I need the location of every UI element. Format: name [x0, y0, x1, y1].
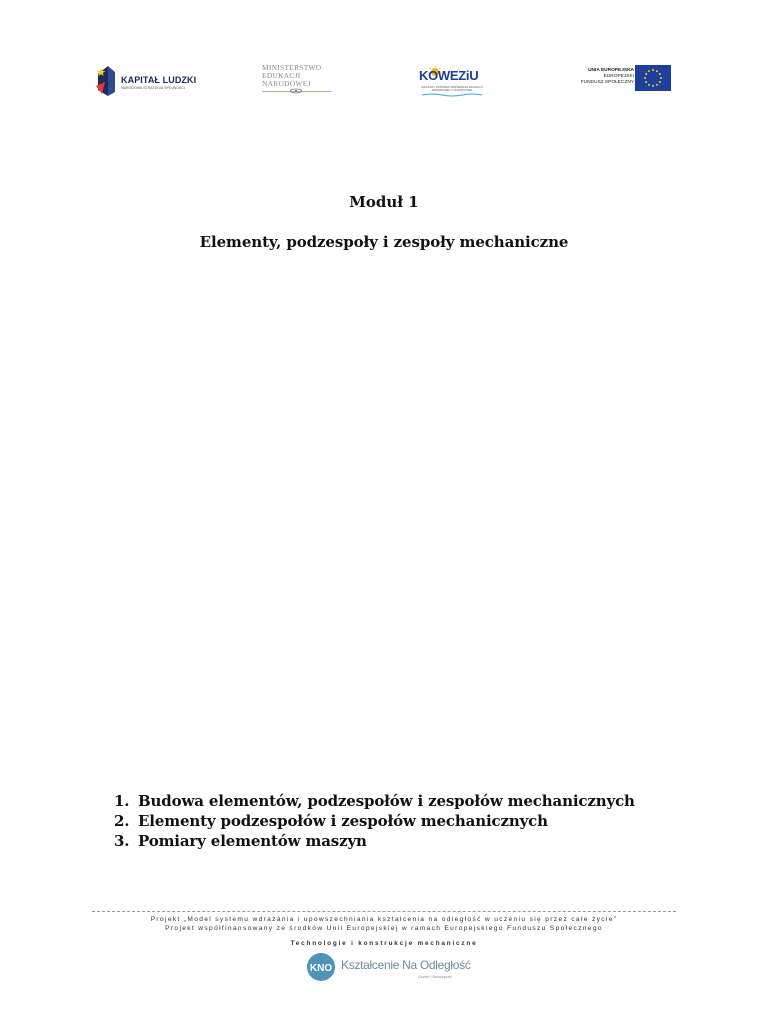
list-item-number: 2. [114, 812, 130, 830]
kno-logo [306, 952, 471, 984]
footer-project-line: Projekt „Model systemu wdrażania i upowszechniania kształcenia na odległość w uczeniu się przez całe życie” [150, 916, 618, 923]
kowezu-subtitle: KRAJOWY OŚRODEK WSPIERANIA EDUKACJI ZAWODOWEJ I USTAWICZNEJ [421, 85, 483, 93]
module-title: Elementy, podzespoły i zespoły mechaniczne [199, 233, 569, 251]
module-heading: Moduł 1 [349, 193, 419, 211]
unia-europejska-line-1: UNIA EUROPEJSKA [588, 68, 634, 73]
unia-europejska-logo [578, 64, 672, 92]
kapital-ludzki-logo [96, 64, 200, 100]
ministerstwo-line-2: EDUKACJI [262, 71, 301, 80]
kowezu-logo [416, 64, 488, 98]
kno-title: Kształcenie Na Odległość [341, 958, 471, 972]
kapital-ludzki-subtitle: NARODOWA STRATEGIA SPÓJNOŚCI [121, 86, 185, 90]
unia-europejska-line-2: EUROPEJSKI [603, 74, 634, 79]
ministerstwo-logo [262, 64, 334, 96]
list-item-text: Budowa elementów, podzespołów i zespołów mechanicznych [138, 792, 635, 810]
list-item-number: 1. [114, 792, 130, 810]
eu-flag-icon [635, 65, 671, 91]
footer-divider [92, 911, 676, 912]
kapital-ludzki-title: KAPITAŁ LUDZKI [121, 75, 197, 85]
footer-funding-line: Projekt współfinansowany ze środków Unii Europejskiej w ramach Europejskiego Funduszu Społecznego [165, 925, 603, 932]
list-item-number: 3. [114, 832, 130, 850]
kowezu-wave-icon [420, 93, 484, 97]
list-item-text: Elementy podzespołów i zespołów mechanicznych [138, 812, 548, 830]
ministerstwo-line-1: MINISTERSTWO [262, 63, 322, 72]
list-item [114, 811, 714, 831]
list-item [114, 791, 714, 811]
kno-subtitle: Uczeń i Nauczyciel [418, 974, 452, 979]
footer-subject: Technologie i konstrukcje mechaniczne [290, 940, 478, 947]
kapital-ludzki-emblem-icon [96, 64, 116, 98]
topics-list [114, 791, 714, 851]
kno-emblem-icon [306, 952, 336, 982]
ministerstwo-line-3: NARODOWEJ [262, 79, 311, 88]
list-item [114, 831, 714, 851]
kowezu-title: KOWEZiU [419, 68, 479, 83]
list-item-text: Pomiary elementów maszyn [138, 832, 367, 850]
kno-mark-text: KNO [309, 963, 333, 974]
unia-europejska-text [578, 68, 634, 86]
unia-europejska-line-3: FUNDUSZ SPOŁECZNY [580, 80, 634, 85]
ministerstwo-emblem-icon [284, 88, 308, 94]
